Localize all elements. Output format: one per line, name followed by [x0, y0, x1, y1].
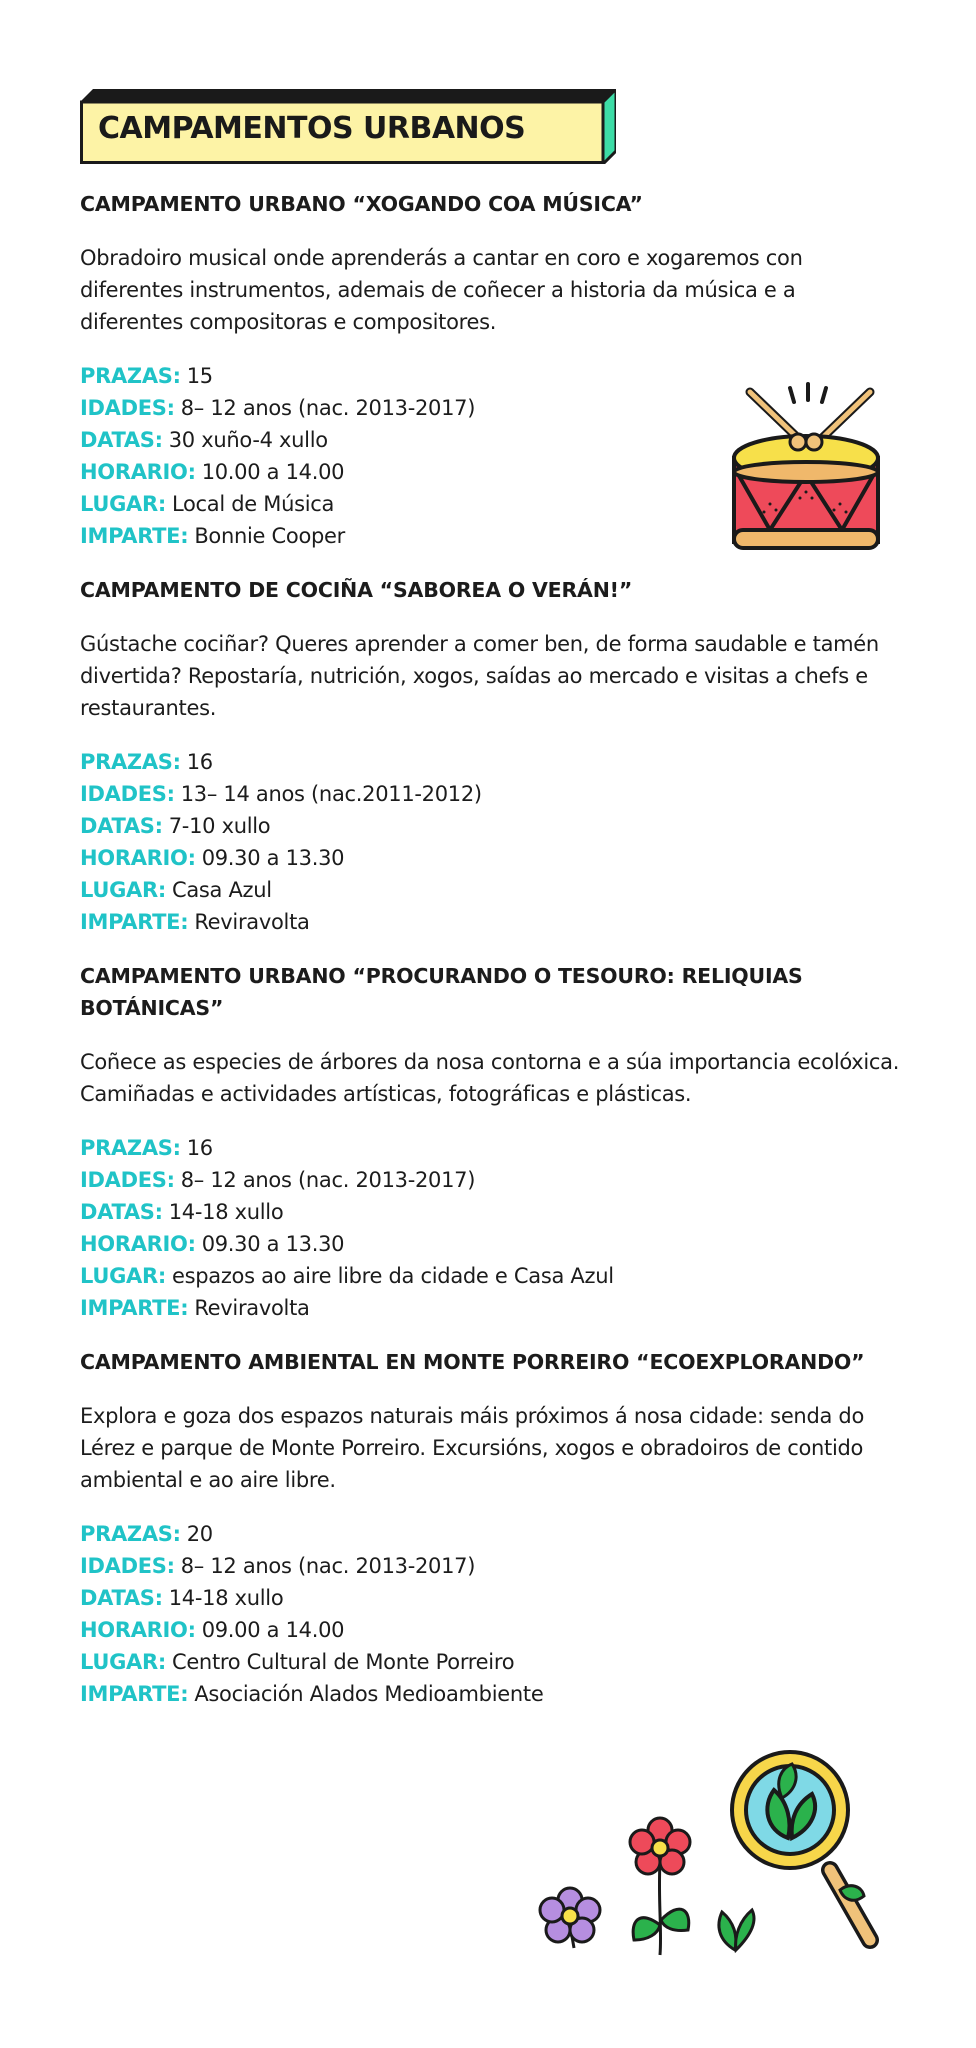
field-label: IDADES: — [80, 1168, 175, 1192]
field-label: PRAZAS: — [80, 750, 181, 774]
field-value: 09.00 a 14.00 — [201, 1618, 345, 1642]
field-datas — [80, 810, 900, 842]
field-datas — [80, 1196, 900, 1228]
field-label: LUGAR: — [80, 1650, 166, 1674]
field-label: LUGAR: — [80, 492, 166, 516]
drum-icon — [730, 380, 890, 560]
camp-title: CAMPAMENTO URBANO “XOGANDO COA MÚSICA” — [80, 192, 643, 216]
camp-description: Gústache cociñar? Queres aprender a comer ben, de forma saudable e tamén divertida? Repostaría, nutrición, xogos, saídas ao mercado e visitas a chefs e restaurantes. — [80, 632, 879, 720]
field-value: 8– 12 anos (nac. 2013-2017) — [180, 1554, 476, 1578]
page-title: CAMPAMENTOS URBANOS — [98, 111, 526, 146]
field-imparte — [80, 1678, 900, 1710]
field-imparte — [80, 1292, 900, 1324]
field-value: 09.30 a 13.30 — [201, 1232, 345, 1256]
field-value: 30 xuño-4 xullo — [168, 428, 328, 452]
field-idades — [80, 778, 900, 810]
field-value: Reviravolta — [194, 1296, 310, 1320]
field-label: DATAS: — [80, 1200, 163, 1224]
field-lugar — [80, 1260, 900, 1292]
field-label: IMPARTE: — [80, 1682, 189, 1706]
field-value: 7-10 xullo — [168, 814, 271, 838]
field-value: espazos ao aire libre da cidade e Casa Azul — [171, 1264, 614, 1288]
field-value: 15 — [186, 364, 213, 388]
field-label: DATAS: — [80, 1586, 163, 1610]
field-label: HORARIO: — [80, 460, 196, 484]
field-label: IDADES: — [80, 782, 175, 806]
field-horario — [80, 1228, 900, 1260]
field-value: 14-18 xullo — [168, 1200, 284, 1224]
field-value: 8– 12 anos (nac. 2013-2017) — [180, 1168, 476, 1192]
field-idades — [80, 1550, 900, 1582]
camp-card — [80, 574, 900, 938]
camp-details — [80, 746, 900, 938]
section-header — [80, 89, 616, 164]
field-label: PRAZAS: — [80, 1522, 181, 1546]
camp-details — [80, 1132, 900, 1324]
field-value: Local de Música — [171, 492, 335, 516]
camp-title: CAMPAMENTO URBANO “PROCURANDO O TESOURO: RELIQUIAS BOTÁNICAS” — [80, 964, 803, 1020]
field-label: HORARIO: — [80, 846, 196, 870]
field-value: Asociación Alados Medioambiente — [194, 1682, 544, 1706]
field-value: 10.00 a 14.00 — [201, 460, 345, 484]
camp-card — [80, 1346, 900, 1710]
field-horario — [80, 1614, 900, 1646]
field-imparte — [80, 906, 900, 938]
field-value: 09.30 a 13.30 — [201, 846, 345, 870]
field-value: Centro Cultural de Monte Porreiro — [171, 1650, 515, 1674]
camp-title: CAMPAMENTO AMBIENTAL EN MONTE PORREIRO “ECOEXPLORANDO” — [80, 1350, 865, 1374]
field-lugar — [80, 1646, 900, 1678]
field-datas — [80, 1582, 900, 1614]
field-label: HORARIO: — [80, 1232, 196, 1256]
field-value: 8– 12 anos (nac. 2013-2017) — [180, 396, 476, 420]
camp-description: Coñece as especies de árbores da nosa contorna e a súa importancia ecolóxica. Camiñadas e actividades artísticas, fotográficas e plásticas. — [80, 1050, 900, 1106]
field-label: PRAZAS: — [80, 1136, 181, 1160]
camp-details — [80, 1518, 900, 1710]
field-value: 13– 14 anos (nac.2011-2012) — [180, 782, 482, 806]
field-horario — [80, 842, 900, 874]
field-label: HORARIO: — [80, 1618, 196, 1642]
field-prazas — [80, 1518, 900, 1550]
field-value: 14-18 xullo — [168, 1586, 284, 1610]
field-lugar — [80, 874, 900, 906]
field-label: IMPARTE: — [80, 1296, 189, 1320]
camp-description: Obradoiro musical onde aprenderás a cantar en coro e xogaremos con diferentes instrumentos, ademais de coñecer a historia da música e a diferentes compositoras e compositores. — [80, 246, 803, 334]
field-label: PRAZAS: — [80, 364, 181, 388]
field-label: IDADES: — [80, 396, 175, 420]
field-value: 16 — [186, 750, 213, 774]
field-label: LUGAR: — [80, 878, 166, 902]
field-label: LUGAR: — [80, 1264, 166, 1288]
field-value: Reviravolta — [194, 910, 310, 934]
camp-card — [80, 960, 900, 1324]
field-label: IDADES: — [80, 1554, 175, 1578]
field-idades — [80, 1164, 900, 1196]
field-label: DATAS: — [80, 814, 163, 838]
field-value: Bonnie Cooper — [194, 524, 345, 548]
field-label: IMPARTE: — [80, 910, 189, 934]
flowers-magnifier-icon — [530, 1750, 900, 1970]
camp-description: Explora e goza dos espazos naturais máis próximos á nosa cidade: senda do Lérez e parque de Monte Porreiro. Excursións, xogos e obradoiros de contido ambiental e ao aire libre. — [80, 1404, 864, 1492]
field-value: 16 — [186, 1136, 213, 1160]
camp-title: CAMPAMENTO DE COCIÑA “SABOREA O VERÁN!” — [80, 578, 633, 602]
field-value: 20 — [186, 1522, 213, 1546]
field-prazas — [80, 1132, 900, 1164]
field-label: IMPARTE: — [80, 524, 189, 548]
field-label: DATAS: — [80, 428, 163, 452]
field-value: Casa Azul — [171, 878, 272, 902]
field-prazas — [80, 746, 900, 778]
